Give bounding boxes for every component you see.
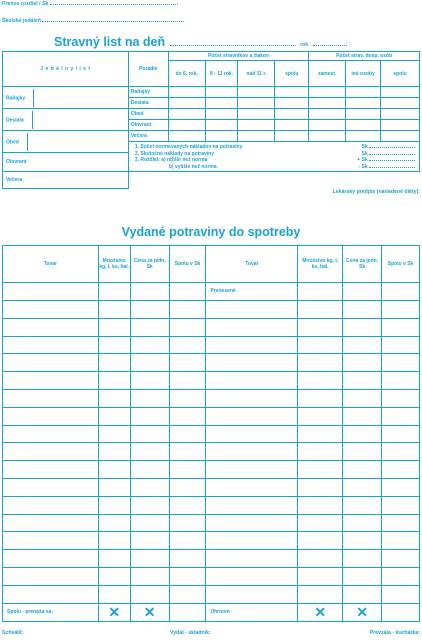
table-row (3, 389, 420, 407)
table-row (3, 532, 420, 550)
table-row (3, 514, 420, 532)
goods-cell[interactable] (343, 389, 382, 407)
goods-cell[interactable] (382, 283, 420, 301)
goods-cell[interactable] (130, 372, 169, 390)
cell[interactable] (275, 131, 309, 142)
goods-cell[interactable] (169, 479, 206, 497)
cell[interactable] (346, 120, 381, 131)
goods-cell[interactable] (206, 550, 298, 568)
goods-cell[interactable] (206, 318, 298, 336)
goods-cell[interactable] (130, 461, 169, 479)
goods-cell[interactable] (382, 479, 420, 497)
table-row (3, 479, 420, 497)
footer-vydal: Vydal - skladník: (170, 630, 211, 636)
goods-cell[interactable] (298, 372, 343, 390)
goods-cell[interactable] (169, 514, 206, 532)
goods-cell[interactable] (382, 318, 420, 336)
footer-prevzala: Prevzala - kuchárka: (369, 630, 420, 636)
totals-row (3, 603, 420, 621)
cell[interactable] (346, 87, 381, 98)
goods-cell[interactable] (298, 354, 343, 372)
goods-cell[interactable] (3, 318, 99, 336)
goods-cell[interactable] (206, 336, 298, 354)
goods-cell[interactable] (169, 532, 206, 550)
goods-cell[interactable] (298, 300, 343, 318)
goods-cell[interactable] (130, 514, 169, 532)
meal-table (2, 51, 420, 189)
goods-cell[interactable] (206, 354, 298, 372)
goods-cell[interactable] (169, 354, 206, 372)
goods-cell[interactable] (298, 496, 343, 514)
goods-cell[interactable] (98, 479, 130, 497)
summary-line-1: 1. Súčet normovaných nákladov na potraviny (134, 144, 243, 150)
goods-cell[interactable] (130, 318, 169, 336)
col-ine: iné osoby (346, 61, 381, 87)
goods-cell[interactable] (206, 514, 298, 532)
hdr-tovar-right: Tovar (206, 246, 298, 283)
goods-cell[interactable] (98, 336, 130, 354)
goods-cell[interactable] (382, 389, 420, 407)
goods-cell[interactable] (343, 532, 382, 550)
section-title: Vydané potraviny do spotreby (121, 225, 301, 239)
cell[interactable] (381, 87, 420, 98)
goods-cell[interactable] (343, 568, 382, 586)
x-mark: ✕ (343, 603, 382, 621)
summary-values: Sk Sk + Sk - Sk (357, 144, 419, 170)
goods-cell[interactable] (130, 479, 169, 497)
goods-cell[interactable] (98, 354, 130, 372)
cell[interactable] (381, 98, 420, 109)
cell[interactable] (275, 120, 309, 131)
goods-cell[interactable] (382, 407, 420, 425)
table-row (3, 318, 420, 336)
goods-cell[interactable] (343, 336, 382, 354)
goods-cell[interactable] (98, 568, 130, 586)
goods-cell[interactable] (382, 496, 420, 514)
goods-cell[interactable] (298, 425, 343, 443)
prenesene-cell[interactable]: Prenesené (206, 283, 298, 301)
goods-cell[interactable] (298, 461, 343, 479)
goods-cell[interactable] (169, 425, 206, 443)
goods-cell[interactable] (343, 283, 382, 301)
hdr-spolu-left: Spolu v Sk (169, 246, 206, 283)
spolu-prenasa-sa: Spolu - prenáša sa: (3, 603, 99, 621)
table-row (3, 425, 420, 443)
goods-cell[interactable] (169, 407, 206, 425)
goods-cell[interactable] (169, 389, 206, 407)
goods-cell[interactable] (382, 425, 420, 443)
total-cell[interactable] (382, 603, 420, 621)
goods-cell[interactable] (343, 479, 382, 497)
goods-cell[interactable] (206, 389, 298, 407)
jedalen-label: Školské jedáleň (2, 18, 41, 24)
poradie-vecera: Večera (128, 131, 168, 142)
left-meal-vecera: Večera (3, 172, 129, 189)
poradie-obed: Obed (128, 109, 168, 120)
col-under6: do 6. rok. (168, 61, 205, 87)
goods-cell[interactable] (130, 585, 169, 603)
cell[interactable] (309, 131, 346, 142)
goods-cell[interactable] (3, 585, 99, 603)
goods-cell[interactable] (169, 550, 206, 568)
cell[interactable] (346, 109, 381, 120)
goods-cell[interactable] (298, 407, 343, 425)
goods-cell[interactable] (130, 550, 169, 568)
cell[interactable] (238, 131, 275, 142)
jedalen-line (2, 18, 184, 24)
table-row (3, 496, 420, 514)
goods-cell[interactable] (298, 532, 343, 550)
goods-cell[interactable] (98, 407, 130, 425)
goods-cell[interactable] (343, 407, 382, 425)
table-row (3, 443, 420, 461)
cell[interactable] (168, 109, 205, 120)
goods-cell[interactable] (298, 318, 343, 336)
cell[interactable] (381, 120, 420, 131)
goods-cell[interactable] (3, 372, 99, 390)
table-row (3, 550, 420, 568)
summary-block (128, 142, 419, 172)
goods-cell[interactable] (206, 300, 298, 318)
table-row (3, 283, 420, 301)
x-mark: ✕ (98, 603, 130, 621)
goods-cell[interactable] (98, 461, 130, 479)
table-row (3, 407, 420, 425)
goods-cell[interactable] (343, 443, 382, 461)
goods-cell[interactable] (206, 425, 298, 443)
table-row (3, 372, 420, 390)
cell[interactable] (381, 131, 420, 142)
cell[interactable] (309, 98, 346, 109)
lekarsky-predpis: Lekársky predpis (nariadené diéty): (332, 189, 420, 195)
goods-cell[interactable] (3, 496, 99, 514)
cell[interactable] (346, 98, 381, 109)
goods-cell[interactable] (98, 532, 130, 550)
goods-cell[interactable] (206, 585, 298, 603)
goods-cell[interactable] (3, 389, 99, 407)
goods-cell[interactable] (169, 372, 206, 390)
cell[interactable] (205, 120, 238, 131)
cell[interactable] (168, 131, 205, 142)
goods-cell[interactable] (343, 461, 382, 479)
goods-cell[interactable] (382, 443, 420, 461)
hdr-mnozstvo-right: Množstvo kg, l, ks, bal. (298, 246, 343, 283)
goods-cell[interactable] (206, 568, 298, 586)
poradie-ranajky: Raňajky (128, 87, 168, 98)
goods-cell[interactable] (169, 318, 206, 336)
cell[interactable] (168, 120, 205, 131)
goods-cell[interactable] (382, 336, 420, 354)
goods-cell[interactable] (382, 585, 420, 603)
left-meal-olovrant: Olovrant (3, 153, 129, 172)
goods-cell[interactable] (130, 336, 169, 354)
table-row (3, 461, 420, 479)
goods-cell[interactable] (298, 443, 343, 461)
col-over11: nad 11 r. (238, 61, 275, 87)
goods-cell[interactable] (382, 550, 420, 568)
goods-cell[interactable] (343, 514, 382, 532)
cell[interactable] (381, 109, 420, 120)
goods-cell[interactable] (3, 461, 99, 479)
adults-group-header: Počet strav. dosp. osôb (309, 52, 420, 61)
goods-cell[interactable] (3, 550, 99, 568)
goods-cell[interactable] (98, 372, 130, 390)
goods-cell[interactable] (298, 479, 343, 497)
goods-cell[interactable] (206, 479, 298, 497)
cell[interactable] (346, 131, 381, 142)
goods-cell[interactable] (3, 354, 99, 372)
goods-cell[interactable] (169, 496, 206, 514)
goods-cell[interactable] (298, 514, 343, 532)
x-mark: ✕ (298, 603, 343, 621)
goods-cell[interactable] (130, 300, 169, 318)
goods-cell[interactable] (98, 425, 130, 443)
goods-cell[interactable] (343, 496, 382, 514)
goods-cell[interactable] (206, 496, 298, 514)
left-meal-obed: Obed (3, 131, 129, 153)
page-title: Stravný list na deň (54, 35, 166, 49)
cell[interactable] (238, 109, 275, 120)
goods-cell[interactable] (298, 283, 343, 301)
goods-cell[interactable] (343, 354, 382, 372)
year-dots (313, 45, 347, 46)
goods-table (2, 245, 420, 622)
cell[interactable] (168, 87, 205, 98)
goods-cell[interactable] (3, 568, 99, 586)
prenos-dots (50, 4, 178, 5)
table-row (3, 336, 420, 354)
goods-cell[interactable] (169, 443, 206, 461)
hdr-tovar-left: Tovar (3, 246, 99, 283)
goods-cell[interactable] (169, 461, 206, 479)
hdr-cena-left: Cena za jedn. Sk (130, 246, 169, 283)
goods-cell[interactable] (3, 407, 99, 425)
goods-cell[interactable] (169, 300, 206, 318)
goods-cell[interactable] (98, 283, 130, 301)
goods-cell[interactable] (3, 479, 99, 497)
hdr-spolu-right: Spolu v Sk (382, 246, 420, 283)
goods-cell[interactable] (343, 425, 382, 443)
cell[interactable] (275, 98, 309, 109)
col-spolu-adults: spolu (381, 61, 420, 87)
goods-cell[interactable] (3, 532, 99, 550)
cell[interactable] (238, 120, 275, 131)
prenos-label: Prenos rozdiel / Sk (2, 1, 49, 7)
goods-cell[interactable] (98, 585, 130, 603)
goods-cell[interactable] (3, 443, 99, 461)
goods-cell[interactable] (382, 372, 420, 390)
cell[interactable] (205, 98, 238, 109)
left-meal-desiata: Desiata (3, 109, 129, 131)
hdr-mnozstvo-left: Množstvo kg, l, ks, bal. (98, 246, 130, 283)
goods-cell[interactable] (298, 336, 343, 354)
jedalny-list-header: J e d á l n y l i s t (3, 52, 129, 87)
goods-cell[interactable] (130, 532, 169, 550)
goods-cell[interactable] (169, 585, 206, 603)
goods-cell[interactable] (3, 514, 99, 532)
goods-cell[interactable] (3, 336, 99, 354)
goods-cell[interactable] (130, 425, 169, 443)
goods-cell[interactable] (98, 514, 130, 532)
uhrnom: Úhrnom (206, 603, 298, 621)
cell[interactable] (238, 98, 275, 109)
col-zamest: zamest. (309, 61, 346, 87)
cell[interactable] (168, 98, 205, 109)
goods-cell[interactable] (130, 568, 169, 586)
summary-line-3: 3. Rozdiel: a) nižšie než norma (134, 157, 208, 163)
goods-cell[interactable] (343, 318, 382, 336)
goods-cell[interactable] (206, 372, 298, 390)
goods-cell[interactable] (343, 585, 382, 603)
year-label: rok (300, 42, 309, 48)
goods-cell[interactable] (98, 550, 130, 568)
footer-schvalil: Schválil: (2, 630, 24, 636)
goods-cell[interactable] (343, 550, 382, 568)
col-spolu-students: spolu (275, 61, 309, 87)
goods-cell[interactable] (206, 532, 298, 550)
goods-cell[interactable] (130, 496, 169, 514)
goods-cell[interactable] (130, 354, 169, 372)
table-row (3, 585, 420, 603)
cell[interactable] (205, 109, 238, 120)
hdr-cena-right: Cena za jedn. Sk (343, 246, 382, 283)
goods-cell[interactable] (169, 568, 206, 586)
summary-labels (135, 144, 243, 170)
students-group-header: Počet stravníkov a žiakov (168, 52, 308, 61)
goods-cell[interactable] (98, 300, 130, 318)
goods-cell[interactable] (3, 300, 99, 318)
goods-cell[interactable] (382, 568, 420, 586)
table-row (3, 354, 420, 372)
jedalen-dots (42, 21, 184, 22)
cell[interactable] (309, 87, 346, 98)
goods-cell[interactable] (98, 389, 130, 407)
goods-cell[interactable] (98, 318, 130, 336)
goods-cell[interactable] (382, 354, 420, 372)
date-dots (170, 45, 296, 46)
goods-cell[interactable] (169, 336, 206, 354)
goods-cell[interactable] (298, 585, 343, 603)
goods-cell[interactable] (382, 300, 420, 318)
col-6-11: 6 - 11 rok. (205, 61, 238, 87)
goods-cell[interactable] (98, 496, 130, 514)
poradie-desiata: Desiata (128, 98, 168, 109)
goods-cell[interactable] (206, 407, 298, 425)
goods-cell[interactable] (298, 550, 343, 568)
prenos-line (2, 1, 178, 7)
summary-line-4: b) vyššie než norma (168, 163, 217, 170)
cell[interactable] (238, 87, 275, 98)
table-row (3, 300, 420, 318)
table-row (3, 568, 420, 586)
goods-cell[interactable] (382, 532, 420, 550)
left-meal-ranajky: Raňajky (3, 87, 129, 109)
goods-cell[interactable] (206, 443, 298, 461)
goods-cell[interactable] (382, 514, 420, 532)
cell[interactable] (205, 87, 238, 98)
cell[interactable] (205, 131, 238, 142)
cell[interactable] (309, 120, 346, 131)
goods-cell[interactable] (130, 443, 169, 461)
cell[interactable] (275, 109, 309, 120)
goods-cell[interactable] (169, 283, 206, 301)
goods-cell[interactable] (343, 300, 382, 318)
goods-cell[interactable] (3, 283, 99, 301)
goods-cell[interactable] (3, 425, 99, 443)
title1-row (54, 33, 347, 51)
cell[interactable] (309, 109, 346, 120)
goods-cell[interactable] (343, 372, 382, 390)
poradie-olovrant: Olovrant (128, 120, 168, 131)
goods-cell[interactable] (206, 461, 298, 479)
goods-cell[interactable] (382, 461, 420, 479)
goods-cell[interactable] (130, 407, 169, 425)
summary-line-2: 2. Skutočné náklady na potraviny (134, 150, 215, 157)
goods-cell[interactable] (98, 443, 130, 461)
poradie-header: Poradie (128, 52, 168, 87)
total-cell[interactable] (169, 603, 206, 621)
x-mark: ✕ (130, 603, 169, 621)
goods-cell[interactable] (298, 568, 343, 586)
cell[interactable] (275, 87, 309, 98)
goods-cell[interactable] (130, 389, 169, 407)
goods-cell[interactable] (130, 283, 169, 301)
goods-cell[interactable] (298, 389, 343, 407)
